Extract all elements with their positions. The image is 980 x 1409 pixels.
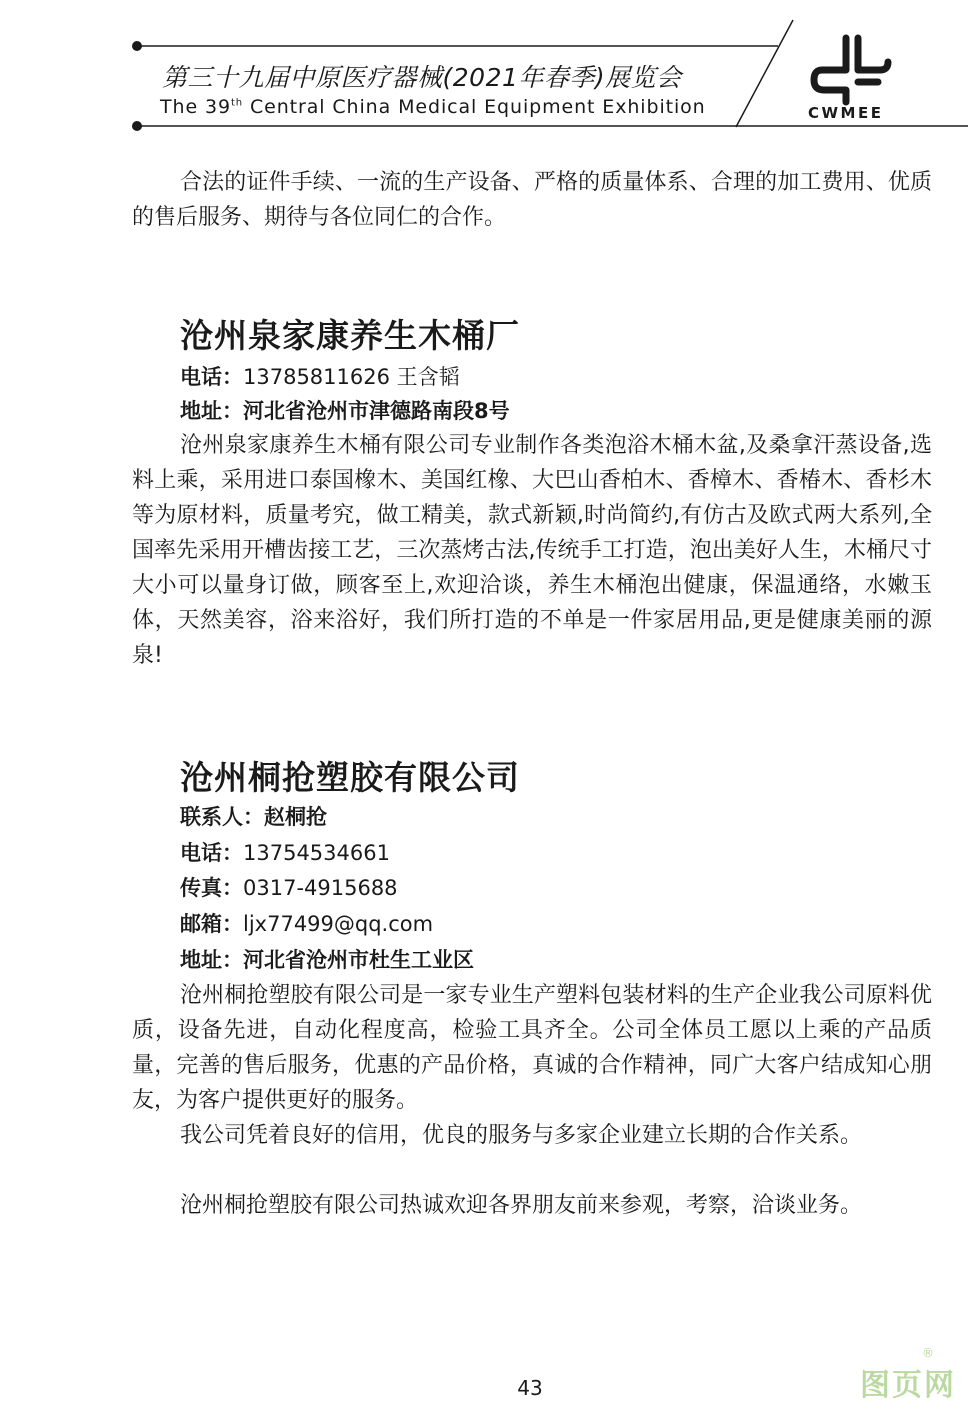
exhibition-title-en: The 39th Central China Medical Equipment Exhibition [160,96,706,118]
address-value: 河北省沧州市杜生工业区 [243,948,474,972]
phone-label: 电话： [180,841,243,865]
watermark [860,1346,956,1404]
registered-mark: ® [922,1346,936,1360]
exhibition-title-cn: 第三十九届中原医疗器械(2021年春季)展览会 [162,63,682,92]
page-number: 43 [517,1376,543,1400]
email-label: 邮箱： [180,912,243,936]
company-1-phone [180,363,460,391]
contact-value: 赵桐抢 [264,805,327,829]
company-2-phone [180,839,390,867]
company-1-name: 沧州泉家康养生木桶厂 [180,316,520,355]
company-2-email [180,910,433,938]
address-value: 河北省沧州市津德路南段8号 [243,399,510,423]
address-label: 地址： [180,948,243,972]
phone-label: 电话： [180,365,243,389]
company-2-address [180,946,474,974]
page-header [0,0,980,145]
logo-text: CWMEE [808,104,884,122]
company-2-paragraph-1: 沧州桐抢塑胶有限公司是一家专业生产塑料包装材料的生产企业我公司原料优质，设备先进，自动化程度高，检验工具齐全。公司全体员工愿以上乘的产品质量，完善的售后服务，优惠的产品价格，真诚的合作精神，同广大客户结成知心朋友，为客户提供更好的服务。 [132,983,932,1113]
phone-value: 13754534661 [243,841,390,865]
email-value: ljx77499@qq.com [243,912,434,936]
fax-label: 传真： [180,876,243,900]
company-2-fax [180,874,398,902]
company-2-paragraph-3: 沧州桐抢塑胶有限公司热诚欢迎各界朋友前来参观，考察，洽谈业务。 [180,1193,863,1218]
fax-value: 0317-4915688 [243,876,398,900]
company-2-paragraph-2: 我公司凭着良好的信用，优良的服务与多家企业建立长期的合作关系。 [180,1123,863,1148]
phone-value: 13785811626 王含韬 [243,365,460,389]
company-2-name: 沧州桐抢塑胶有限公司 [180,758,520,797]
company-1-description: 沧州泉家康养生木桶有限公司专业制作各类泡浴木桶木盆,及桑拿汗蒸设备,选料上乘，采用进口泰国橡木、美国红橡、大巴山香柏木、香樟木、香椿木、香杉木等为原材料，质量考究，做工精美，款式新颖,时尚简约,有仿古及欧式两大系列,全国率先采用开槽齿接工艺，三次蒸烤古法,传统手工打造，泡出美好人生，木桶尺寸大小可以量身订做，顾客至上,欢迎洽谈，养生木桶泡出健康，保温通络，水嫩玉体，天然美容，浴来浴好，我们所打造的不单是一件家居用品,更是健康美丽的源泉! [132,433,932,668]
intro-paragraph: 合法的证件手续、一流的生产设备、严格的质量体系、合理的加工费用、优质的售后服务、期待与各位同仁的合作。 [132,170,932,230]
address-label: 地址： [180,399,243,423]
company-2-contact [180,803,327,831]
contact-label: 联系人： [180,805,264,829]
company-1-address [180,397,510,425]
watermark-text: 图页网 [860,1368,956,1403]
